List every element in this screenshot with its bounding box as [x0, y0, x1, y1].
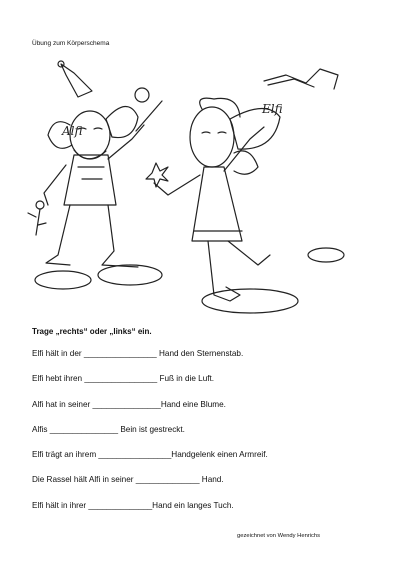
sentence-3: Alfi hat in seiner _______________Hand eine Blume.	[32, 399, 226, 409]
elfi-figure	[146, 69, 338, 301]
ground-shadow-small	[308, 248, 344, 262]
sentence-list	[32, 347, 372, 524]
ground-shadow-middle	[98, 265, 162, 285]
worksheet-title: Übung zum Körperschema	[32, 40, 110, 47]
sentence-1: Elfi hält in der ________________ Hand den Sternenstab.	[32, 349, 244, 358]
sentence-6: Die Rassel hält Alfi in seiner ______________ Hand.	[32, 475, 224, 485]
task-instruction: Trage „rechts“ oder „links“ ein.	[32, 327, 152, 336]
sentence-4: Alfis _______________ Bein ist gestreckt.	[32, 424, 185, 434]
sentence-7: Elfi hält in ihrer ______________Hand ein langes Tuch.	[32, 500, 234, 510]
alfi-figure	[28, 61, 162, 267]
sentence-5: Elfi trägt an ihrem ________________Handgelenk einen Armreif.	[32, 450, 268, 460]
elves-illustration	[18, 55, 368, 317]
elfi-label: Elfi	[262, 102, 283, 116]
ground-shadow-right	[202, 289, 298, 313]
alfi-label: Alfi	[62, 124, 83, 138]
illustrator-credit: gezeichnet von Wendy Henrichs	[237, 533, 321, 539]
ground-shadow-left	[35, 271, 91, 289]
sentence-2: Elfi hebt ihren ________________ Fuß in die Luft.	[32, 374, 215, 384]
